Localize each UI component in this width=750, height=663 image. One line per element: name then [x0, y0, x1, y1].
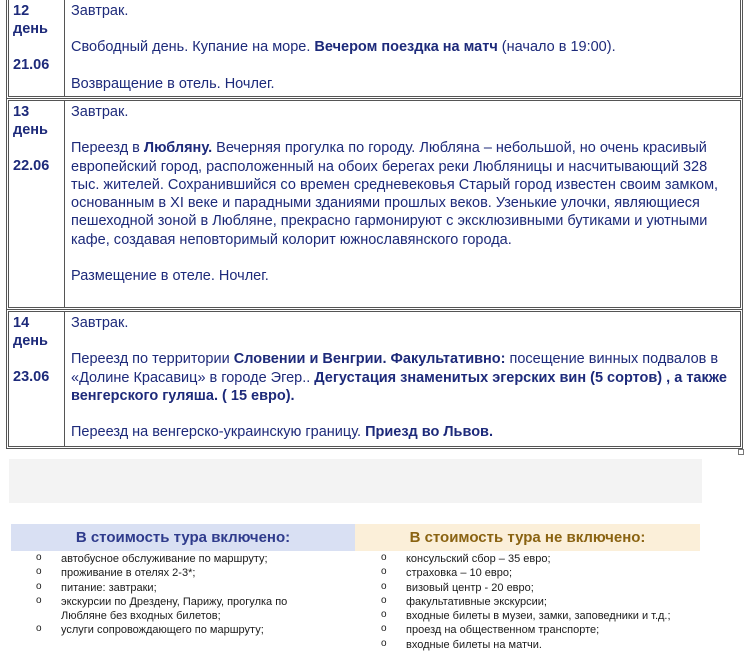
included-list: [36, 552, 331, 638]
day-word: день: [13, 333, 48, 349]
list-item: o входные билеты на матчи.: [381, 638, 721, 652]
breakfast-text: Завтрак.: [71, 3, 129, 19]
day-number: 13: [13, 104, 30, 120]
arrival-text: Переезд на венгерско-украинскую границу. Приезд во Львов.: [71, 424, 493, 441]
day-paragraph: Переезд по территории Словении и Венгрии. Факультативно: посещение винных подвалов в «Долине Красавиц» в городе Эгер.. Дегустация знаменитых эгерских вин (5 сортов) , а также венгерского гуляша. ( 15 евро).: [71, 351, 727, 404]
day-word: день: [13, 21, 48, 37]
list-item: o входные билеты в музеи, замки, заповедники и т.д.;: [381, 609, 721, 623]
breakfast-text: Завтрак.: [71, 315, 129, 331]
day-date: 22.06: [13, 158, 50, 174]
day-word: день: [13, 122, 48, 138]
list-item: o визовый центр - 20 евро;: [381, 581, 721, 595]
day-description: [65, 101, 740, 307]
day-number: 14: [13, 315, 30, 331]
day-description: [65, 312, 740, 446]
breakfast-text: Завтрак.: [71, 104, 129, 120]
list-item: o проживание в отелях 2-3*;: [36, 566, 331, 580]
day-label: [9, 312, 65, 446]
overnight-text: Размещение в отеле. Ночлег.: [71, 268, 269, 285]
day-number: 12: [13, 3, 30, 19]
itinerary-table: [6, 0, 743, 449]
list-item: o услуги сопровождающего по маршруту;: [36, 623, 331, 637]
day-date: 23.06: [13, 369, 50, 385]
list-item: o автобусное обслуживание по маршруту;: [36, 552, 331, 566]
day-paragraph: Свободный день. Купание на море. Вечером поездка на матч (начало в 19:00).: [71, 39, 616, 56]
shaded-band: [9, 459, 702, 503]
list-item: o проезд на общественном транспорте;: [381, 623, 721, 637]
day-description: [65, 0, 740, 96]
day-label: [9, 0, 65, 96]
overnight-text: Возвращение в отель. Ночлег.: [71, 75, 275, 92]
list-item: o консульский сбор – 35 евро;: [381, 552, 721, 566]
included-header: В стоимость тура включено:: [11, 524, 355, 551]
day-paragraph: Переезд в Любляну. Вечерняя прогулка по городу. Любляна – небольшой, но очень красивый европейский город, расположенный на обоих берегах реки Любляницы и насчитывающий 328 тыс. жителей. Сохранившийся со времен средневековья Старый город известен своим замком, основанным в XI веке и парадными зданиями прошлых веков. Узенькие улочки, являющиеся пешеходной зоной в Любляне, прекрасно гармонируют с эксклюзивными бутиками и уютными кафе, создавая неповторимый колорит южнославянского города.: [71, 140, 719, 248]
list-item: o факультативные экскурсии;: [381, 595, 721, 609]
day-date: 21.06: [13, 57, 50, 73]
not-included-header: В стоимость тура не включено:: [355, 524, 700, 551]
list-item: o экскурсии по Дрездену, Парижу, прогулка по Любляне без входных билетов;: [36, 595, 331, 624]
table-resize-handle[interactable]: [738, 449, 744, 455]
itinerary-row-day-14: [6, 309, 743, 449]
itinerary-row-day-13: [6, 98, 743, 310]
not-included-list: [381, 552, 721, 652]
day-label: [9, 101, 65, 307]
list-item: o страховка – 10 евро;: [381, 566, 721, 580]
list-item: o питание: завтраки;: [36, 581, 331, 595]
itinerary-row-day-12: [6, 0, 743, 99]
